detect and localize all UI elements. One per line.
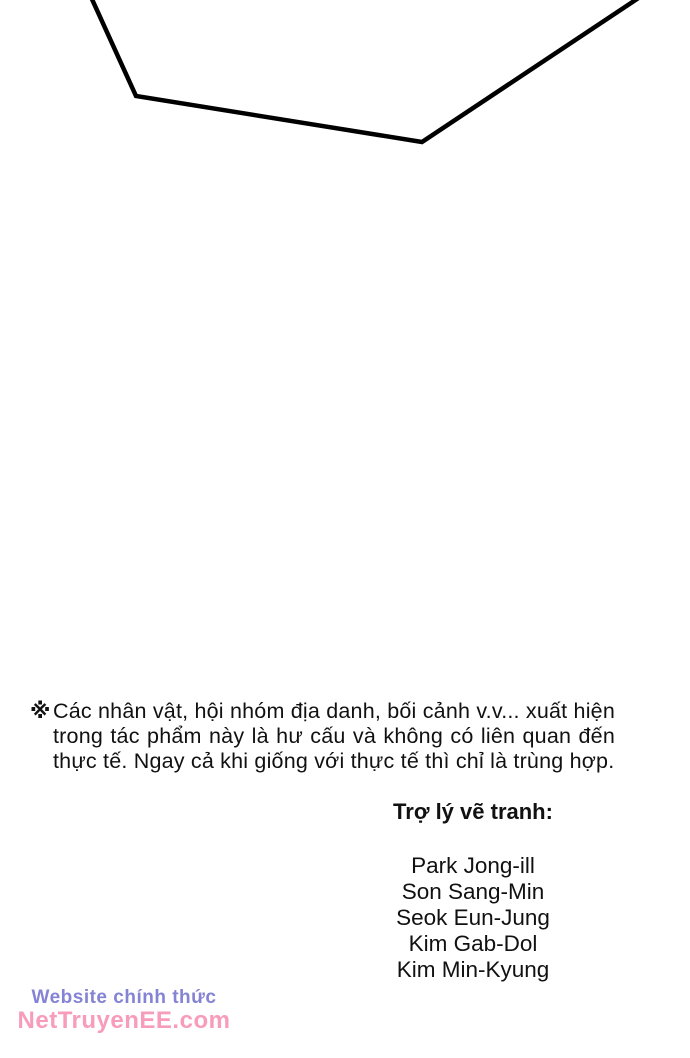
panel-outline-line [91, 0, 640, 142]
watermark-site-name: NetTruyenEE.com [17, 1007, 231, 1034]
watermark-site-label: Website chính thức [31, 987, 217, 1008]
credit-name: Kim Gab-Dol [408, 931, 538, 956]
credit-name: Park Jong-ill [411, 853, 535, 878]
credits-heading: Trợ lý vẽ tranh: [393, 799, 553, 824]
credits-block [282, 799, 664, 983]
panel-outline [0, 0, 690, 200]
reference-mark: ※ [30, 700, 51, 723]
credits-name-list [282, 853, 664, 983]
credit-name: Seok Eun-Jung [396, 905, 550, 930]
disclaimer-text: Các nhân vật, hội nhóm địa danh, bối cảnh v.v... xuất hiện trong tác phẩm này là hư cấu và không có liên quan đến thực tế. Ngay cả khi giống với thực tế thì chỉ là trùng hợp. [53, 699, 615, 773]
site-watermark [16, 987, 232, 1034]
credit-name: Kim Min-Kyung [396, 957, 550, 982]
credit-name: Son Sang-Min [401, 879, 545, 904]
disclaimer-note [30, 699, 616, 774]
